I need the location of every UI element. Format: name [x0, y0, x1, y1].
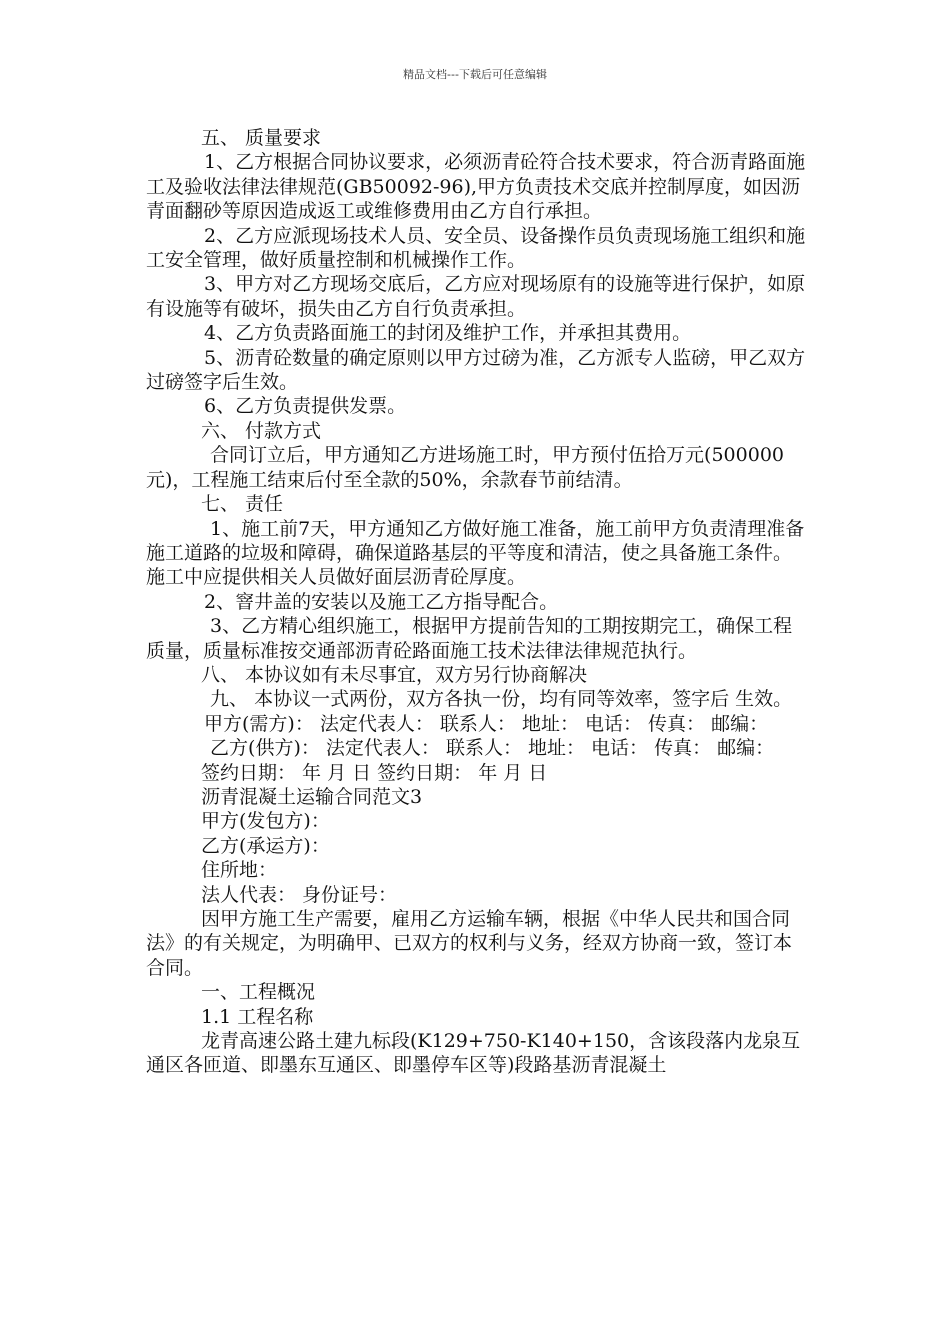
party-b-field: 乙方(承运方)： [201, 834, 330, 857]
party-b-signature-line: 乙方(供方)： 法定代表人： 联系人： 地址： 电话： 传真： 邮编： [204, 737, 775, 760]
section-heading-overview: 一、工程概况 [201, 981, 316, 1004]
document-body [146, 126, 810, 1078]
paragraph: 2、乙方应派现场技术人员、安全员、设备操作员负责现场施工组织和施工安全管理，做好质量控制和机械操作工作。 [146, 224, 806, 272]
paragraph: 6、乙方负责提供发票。 [204, 395, 407, 418]
party-a-field: 甲方(发包方)： [201, 810, 330, 833]
paragraph: 因甲方施工生产需要，雇用乙方运输车辆，根据《中华人民共和国合同法》的有关规定，为明确甲、已双方的权利与义务，经双方协商一致，签订本合同。 [146, 908, 793, 979]
subsection-heading: 1.1 工程名称 [201, 1005, 314, 1028]
document-title: 沥青混凝土运输合同范文3 [201, 785, 423, 808]
paragraph: 4、乙方负责路面施工的封闭及维护工作，并承担其费用。 [204, 322, 692, 345]
paragraph: 3、甲方对乙方现场交底后，乙方应对现场原有的设施等进行保护，如原有设施等有破坏，损失由乙方自行负责承担。 [146, 273, 806, 320]
section-heading-responsibility: 七、 责任 [201, 493, 284, 516]
paragraph: 1、施工前7天，甲方通知乙方做好施工准备，施工前甲方负责清理准备施工道路的垃圾和障碍，确保道路基层的平等度和清洁，使之具备施工条件。施工中应提供相关人员做好面层沥青砼厚度。 [146, 517, 805, 589]
section-heading-quality: 五、 质量要求 [201, 127, 322, 149]
paragraph: 5、沥青砼数量的确定原则以甲方过磅为准，乙方派专人监磅，甲乙双方过磅签字后生效。 [146, 346, 806, 394]
section-heading-misc: 八、 本协议如有未尽事宜，双方另行协商解决 [201, 663, 588, 686]
paragraph: 合同订立后，甲方通知乙方进场施工时，甲方预付伍拾万元(500000元)，工程施工结束后付至全款的50%，余款春节前结清。 [146, 444, 784, 491]
paragraph: 2、窨井盖的安装以及施工乙方指导配合。 [204, 590, 559, 613]
signing-date-line: 签约日期： 年 月 日 签约日期： 年 月 日 [201, 761, 548, 784]
paragraph: 1、乙方根据合同协议要求，必须沥青砼符合技术要求，符合沥青路面施工及验收法律法律规范(GB50092-96),甲方负责技术交底并控制厚度，如因沥青面翻砂等原因造成返工或维修费用由乙方自行承担。 [146, 151, 806, 223]
address-field: 住所地： [201, 859, 278, 882]
page-header: 精品文档---下载后可任意编辑 [403, 68, 547, 81]
paragraph: 3、乙方精心组织施工，根据甲方提前告知的工期按期完工，确保工程质量，质量标准按交通部沥青砼路面施工技术法律法律规范执行。 [146, 615, 793, 662]
legal-rep-field: 法人代表： 身份证号： [201, 883, 398, 906]
party-a-signature-line: 甲方(需方)： 法定代表人： 联系人： 地址： 电话： 传真： 邮编： [204, 712, 769, 735]
section-heading-payment: 六、 付款方式 [201, 419, 322, 442]
paragraph: 龙青高速公路土建九标段(K129+750-K140+150，含该段落内龙泉互通区各匝道、即墨东互通区、即墨停车区等)段路基沥青混凝土 [146, 1030, 801, 1077]
paragraph: 九、 本协议一式两份，双方各执一份，均有同等效率，签字后 生效。 [204, 688, 793, 711]
